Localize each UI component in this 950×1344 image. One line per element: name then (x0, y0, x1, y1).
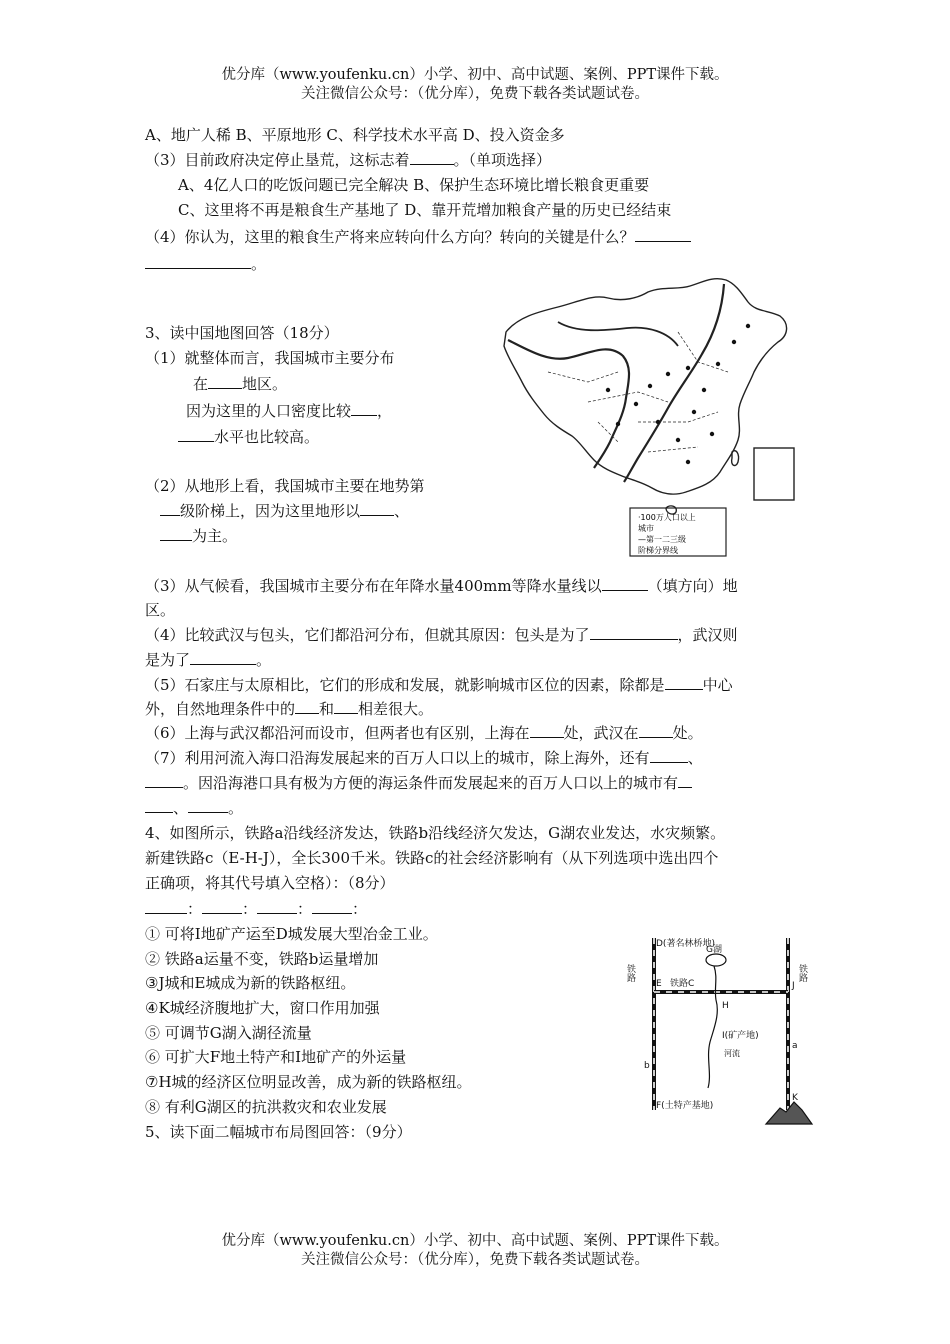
q2-sub3 (145, 149, 551, 171)
q3-s2-c (160, 525, 237, 547)
diagram-e-label: E (656, 979, 662, 989)
q3-s2-c-text: 为主。 (192, 527, 238, 545)
answer-blank[interactable] (145, 772, 183, 788)
q2-sub4-end: 。 (251, 255, 267, 273)
q3-s6-text1: （6）上海与武汉都沿河而设市，但两者也有区别，上海在 (145, 724, 530, 742)
q2-options-line: A、地广人稀 B、平原地形 C、科学技术水平高 D、投入资金多 (145, 126, 565, 144)
q3-s2-b-text2: 、 (394, 502, 410, 520)
answer-blank[interactable] (160, 500, 180, 516)
q3-s1-d (178, 426, 319, 448)
q3-s5-a (145, 674, 733, 696)
q3-s7-a-text1: （7）利用河流入海口沿海发展起来的百万人口以上的城市，除上海外，还有 (145, 749, 650, 767)
answer-blank[interactable] (190, 649, 256, 665)
q3-s1-b-text1: 在 (193, 375, 209, 393)
q3-s3-a-text2: （填方向）地 (647, 577, 738, 595)
diagram-i-label: I(矿产地) (722, 1031, 759, 1041)
q2-sub4-line2 (145, 253, 266, 275)
diagram-river-label: 河流 (724, 1049, 740, 1058)
diagram-j-label: J (792, 981, 795, 991)
page-footer-line2: 关注微信公众号：（优分库），免费下载各类试题试卷。 (301, 1252, 649, 1268)
q3-s5-b-text3: 相差很大。 (358, 700, 434, 718)
separator: ： (352, 900, 368, 918)
answer-blank[interactable] (334, 698, 358, 714)
separator: ： (297, 900, 313, 918)
south-sea-inset (754, 448, 794, 500)
q3-s4-b (145, 649, 271, 671)
diagram-k-label: K (792, 1093, 798, 1103)
diagram-f-label: F(土特产基地) (656, 1101, 714, 1111)
page-header-line2: 关注微信公众号：（优分库），免费下载各类试题试卷。 (301, 86, 649, 102)
china-outline (504, 279, 787, 494)
q3-s1-a: （1）就整体而言，我国城市主要分布 (145, 349, 395, 367)
q3-s4-a-text1: （4）比较武汉与包头，它们都沿河分布，但就其原因：包头是为了 (145, 626, 590, 644)
q3-s3-a-text1: （3）从气候看，我国城市主要分布在年降水量400mm等降水量线以 (145, 577, 602, 595)
answer-blank[interactable] (360, 500, 394, 516)
q4-intro-1: 4、如图所示，铁路a沿线经济发达，铁路b沿线经济欠发达，G湖农业发达，水灾频繁。 (145, 824, 726, 842)
answer-blank[interactable] (351, 400, 377, 416)
answer-blank[interactable] (530, 722, 564, 738)
answer-blank[interactable] (145, 253, 251, 269)
diagram-left-rail-label: 铁路 (625, 964, 635, 982)
q4-option-6: ⑥ 可扩大F地土特产和I地矿产的外运量 (145, 1048, 407, 1066)
q3-s5-a-text2: 中心 (702, 676, 733, 694)
q3-s7-a (145, 747, 703, 769)
q3-s4-b-text1: 是为了 (145, 651, 191, 669)
diagram-right-rail-label: 铁路 (797, 964, 807, 982)
diagram-h-label: H (722, 1001, 729, 1011)
q2-sub3-text-a: （3）目前政府决定停止垦荒，这标志着 (145, 151, 410, 169)
q4-option-1: ① 可将I地矿产运至D城发展大型冶金工业。 (145, 925, 438, 943)
q3-s1-c (186, 400, 392, 422)
q2-sub4 (145, 226, 691, 248)
answer-blank[interactable] (202, 898, 242, 914)
q3-s7-a-text2: 、 (687, 749, 703, 767)
q2-sub3-options-2: C、这里将不再是粮食生产基地了 D、靠开荒增加粮食产量的历史已经结束 (178, 201, 672, 219)
q3-s2-b (160, 500, 409, 522)
ladder-line-2 (624, 284, 724, 482)
answer-blank[interactable] (295, 698, 319, 714)
q4-option-2: ② 铁路a运量不变，铁路b运量增加 (145, 950, 379, 968)
diagram-a-label: a (792, 1041, 798, 1051)
q3-s5-b-text1: 外，自然地理条件中的 (145, 700, 296, 718)
answer-blank[interactable] (145, 797, 173, 813)
q3-s5-b-text2: 和 (319, 700, 335, 718)
q3-s6-text2: 处，武汉在 (563, 724, 639, 742)
q3-s4-a-text2: ，武汉则 (677, 626, 738, 644)
q4-intro-3: 正确项，将其代号填入空格）：（8分） (145, 874, 395, 892)
diagram-rail-c-label: 铁路C (670, 979, 695, 989)
lake-g (706, 954, 726, 966)
q3-s7-c-end: 。 (228, 799, 244, 817)
q3-s7-b-text: 。因沿海港口具有极为方便的海运条件而发展起来的百万人口以上的城市有 (183, 774, 679, 792)
q4-option-7: ⑦H城的经济区位明显改善，成为新的铁路枢纽。 (145, 1073, 472, 1091)
answer-blank[interactable] (590, 624, 678, 640)
province-lines (548, 332, 728, 452)
q3-s3-b: 区。 (145, 601, 176, 619)
answer-blank[interactable] (178, 426, 214, 442)
answer-blank[interactable] (678, 772, 692, 788)
page-footer-line1: 优分库（www.youfenku.cn）小学、初中、高中试题、案例、PPT课件下载。 (221, 1233, 729, 1249)
q3-s4-a (145, 624, 738, 646)
q4-answer-blanks (145, 898, 367, 920)
q3-s3-a (145, 575, 738, 597)
answer-blank[interactable] (650, 747, 688, 763)
q4-option-4: ④K城经济腹地扩大，窗口作用加强 (145, 999, 380, 1017)
ladder-line-1 (508, 340, 629, 468)
separator: ： (242, 900, 258, 918)
q3-s2-a: （2）从地形上看，我国城市主要在地势第 (145, 477, 425, 495)
q3-s1-b (193, 373, 287, 395)
diagram-d-label: D(著名林桥地) (656, 939, 715, 949)
q3-s5-b (145, 698, 433, 720)
q3-s4-b-text2: 。 (256, 651, 272, 669)
q4-option-5: ⑤ 可调节G湖入湖径流量 (145, 1024, 312, 1042)
answer-blank[interactable] (188, 797, 228, 813)
q2-sub3-options-1: A、4亿人口的吃饭问题已完全解决 B、保护生态环境比增长粮食更重要 (178, 176, 650, 194)
diagram-g-label: G湖 (706, 945, 722, 955)
river-line (708, 966, 717, 1088)
q3-s1-c-text1: 因为这里的人口密度比较 (186, 402, 352, 420)
answer-blank[interactable] (665, 674, 703, 690)
q3-s6 (145, 722, 703, 744)
legend-text-1: ·100万人口以上 (638, 513, 696, 522)
q3-title: 3、读中国地图回答（18分） (145, 324, 339, 342)
q3-s1-c-text2: ， (377, 402, 393, 420)
q3-s6-text3: 处。 (672, 724, 703, 742)
q3-s5-a-text1: （5）石家庄与太原相比，它们的形成和发展，就影响城市区位的因素，除都是 (145, 676, 665, 694)
answer-blank[interactable] (257, 898, 297, 914)
q2-sub4-text: （4）你认为，这里的粮食生产将来应转向什么方向？转向的关键是什么？ (145, 228, 635, 246)
q3-s7-c-text: 、 (173, 799, 189, 817)
answer-blank[interactable] (208, 373, 242, 389)
diagram-b-label: b (644, 1061, 650, 1071)
q3-s1-d-text: 水平也比较高。 (214, 428, 320, 446)
ladder-line-3 (558, 322, 678, 346)
legend-text-3: —第一二三级 (638, 535, 686, 544)
q3-s7-c (145, 797, 243, 819)
q4-intro-2: 新建铁路c（E-H-J），全长300千米。铁路c的社会经济影响有（从下列选项中选出四个 (145, 849, 719, 867)
china-map-figure (498, 272, 814, 560)
railway-diagram (616, 928, 822, 1128)
q5-title: 5、读下面二幅城市布局图回答：（9分） (145, 1123, 412, 1141)
legend-text-2: 城市 (638, 524, 654, 533)
answer-blank[interactable] (639, 722, 673, 738)
answer-blank[interactable] (160, 525, 192, 541)
taiwan-island (732, 451, 739, 466)
q3-s7-b (145, 772, 692, 794)
q3-s2-b-text1: 级阶梯上，因为这里地形以 (180, 502, 361, 520)
answer-blank[interactable] (410, 149, 454, 165)
q2-sub3-text-b: 。（单项选择） (453, 151, 552, 169)
q3-s1-b-text2: 地区。 (242, 375, 288, 393)
answer-blank[interactable] (312, 898, 352, 914)
q4-option-8: ⑧ 有利G湖区的抗洪救灾和农业发展 (145, 1098, 387, 1116)
page-header-line1: 优分库（www.youfenku.cn）小学、初中、高中试题、案例、PPT课件下载。 (221, 67, 729, 83)
answer-blank[interactable] (602, 575, 648, 591)
separator: ： (187, 900, 203, 918)
answer-blank[interactable] (145, 898, 187, 914)
q4-option-3: ③J城和E城成为新的铁路枢纽。 (145, 974, 356, 992)
answer-blank[interactable] (635, 226, 691, 242)
legend-text-4: 阶梯分界线 (638, 546, 678, 555)
